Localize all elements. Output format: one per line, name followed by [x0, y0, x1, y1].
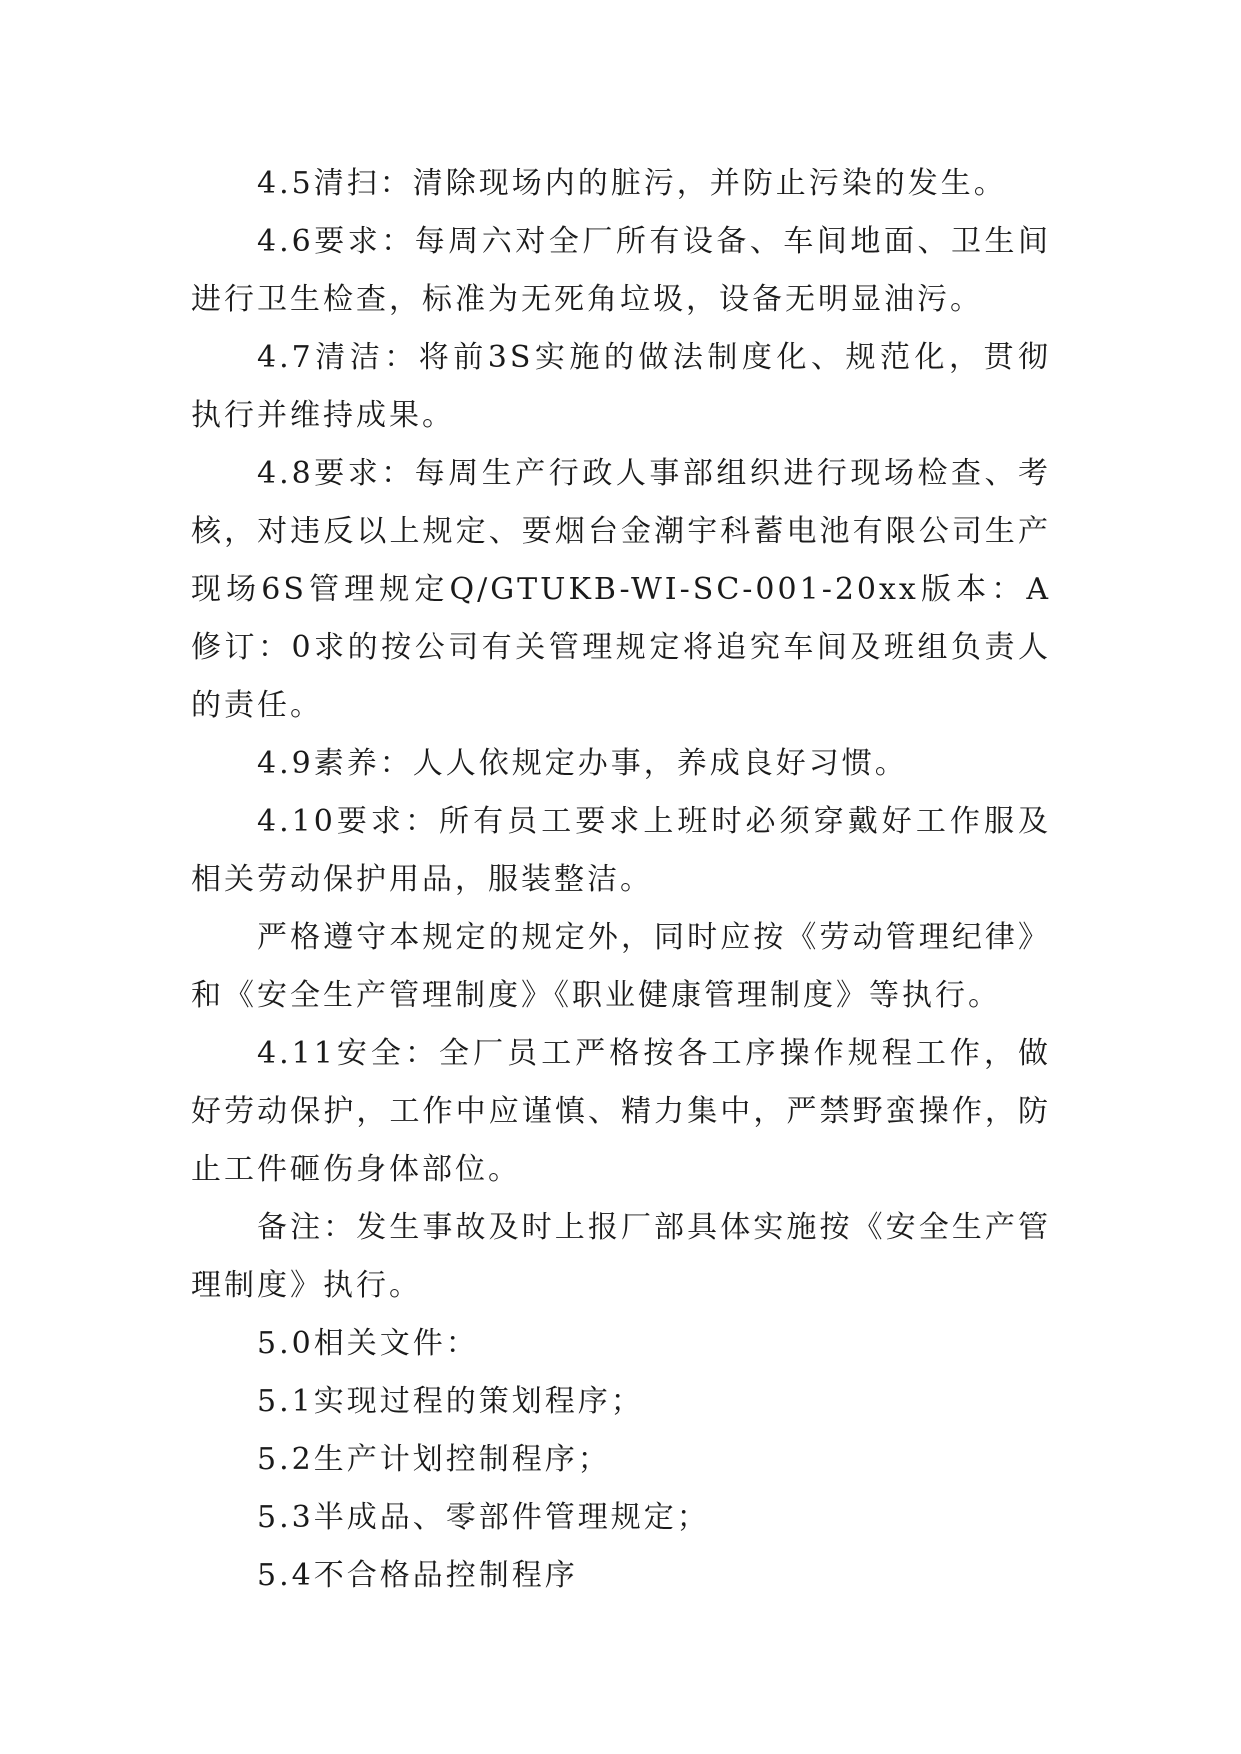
paragraph-compliance-note: 严格遵守本规定的规定外，同时应按《劳动管理纪律》和《安全生产管理制度》《职业健康管理制度》等执行。 [191, 920, 1051, 1013]
paragraph-remark: 备注：发生事故及时上报厂部具体实施按《安全生产管理制度》执行。 [191, 1210, 1051, 1303]
paragraph-4-7: 4.7清洁：将前3S实施的做法制度化、规范化，贯彻执行并维持成果。 [191, 340, 1051, 433]
paragraph-4-5: 4.5清扫：清除现场内的脏污，并防止污染的发生。 [257, 166, 1007, 201]
paragraph-5-0: 5.0相关文件： [257, 1326, 479, 1361]
paragraph-5-2: 5.2生产计划控制程序； [257, 1442, 611, 1477]
paragraph-4-11: 4.11安全：全厂员工严格按各工序操作规程工作，做好劳动保护，工作中应谨慎、精力集中，严禁野蛮操作，防止工件砸伤身体部位。 [191, 1036, 1051, 1187]
paragraph-5-1: 5.1实现过程的策划程序； [257, 1384, 644, 1419]
paragraph-4-9: 4.9素养：人人依规定办事，养成良好习惯。 [257, 746, 908, 781]
paragraph-4-8: 4.8要求：每周生产行政人事部组织进行现场检查、考核，对违反以上规定、要烟台金潮宇科蓄电池有限公司生产现场6S管理规定Q/GTUKB-WI-SC-001-20xx版本：A修订：0求的按公司有关管理规定将追究车间及班组负责人的责任。 [191, 456, 1051, 723]
paragraph-4-6: 4.6要求：每周六对全厂所有设备、车间地面、卫生间进行卫生检查，标准为无死角垃圾，设备无明显油污。 [191, 224, 1051, 317]
document-body [191, 155, 1051, 1605]
paragraph-5-3: 5.3半成品、零部件管理规定； [257, 1500, 710, 1535]
paragraph-5-4: 5.4不合格品控制程序 [257, 1558, 578, 1593]
paragraph-4-10: 4.10要求：所有员工要求上班时必须穿戴好工作服及相关劳动保护用品，服装整洁。 [191, 804, 1051, 897]
